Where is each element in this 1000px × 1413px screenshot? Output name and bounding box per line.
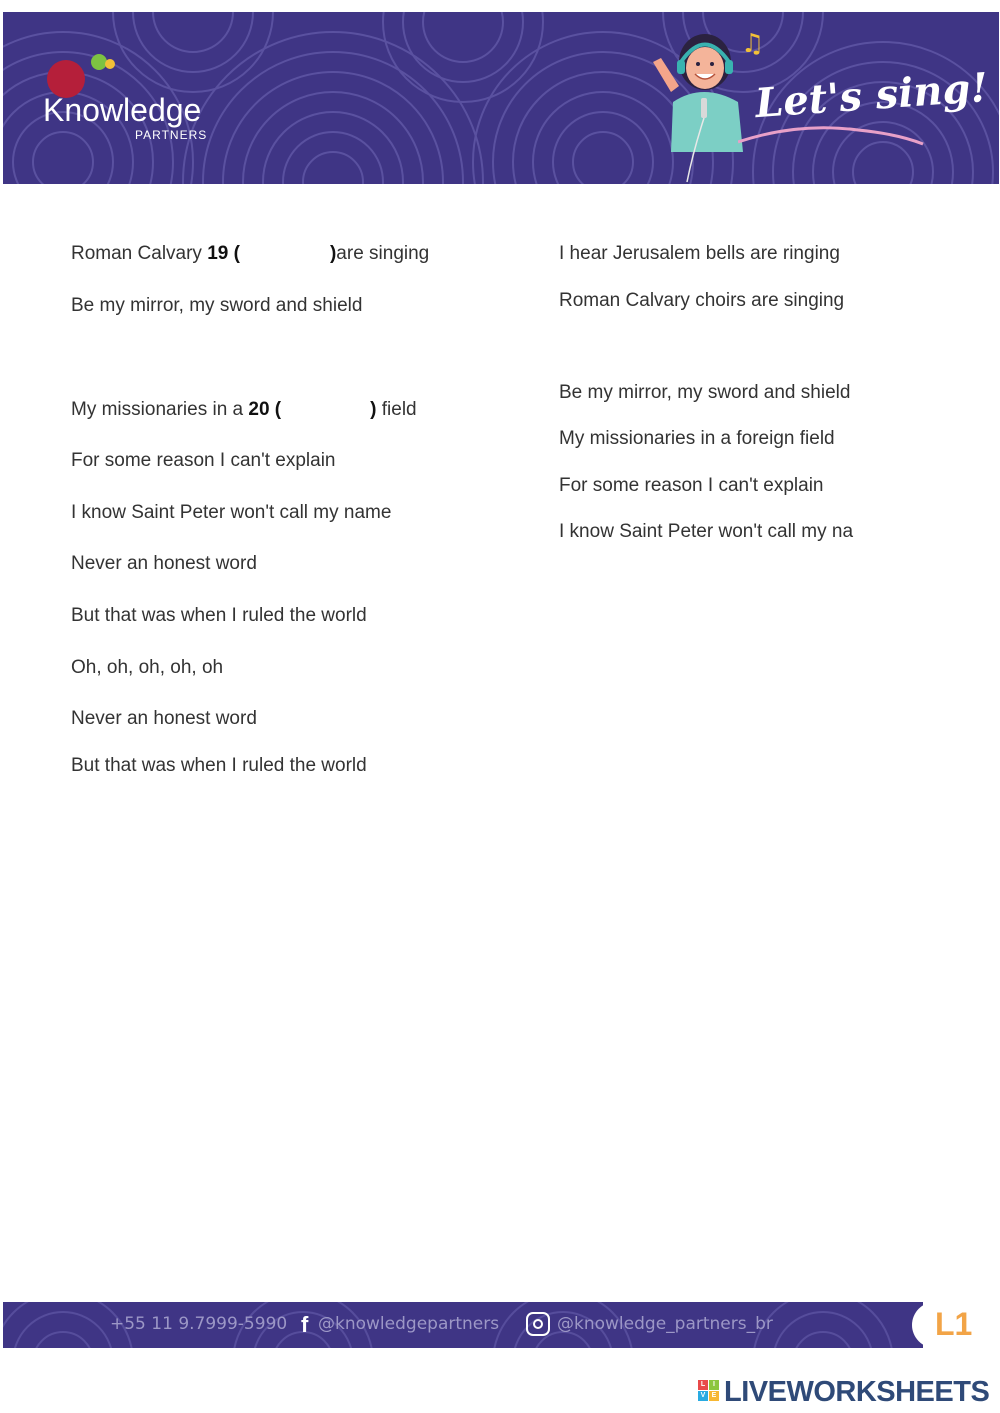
lets-sing-title: Let's sing! — [753, 63, 990, 128]
lyric-line-2: Be my mirror, my sword and shield — [71, 295, 363, 316]
lyric-line-5: I know Saint Peter won't call my name — [71, 502, 392, 523]
lyric-line-8: Oh, oh, oh, oh, oh — [71, 657, 224, 678]
facebook-icon: f — [301, 1312, 309, 1337]
svg-text:♫: ♫ — [741, 29, 765, 59]
logo-name: Knowledge — [43, 92, 202, 128]
logo-subtitle: PARTNERS — [135, 128, 208, 142]
lyric-line-6: Never an honest word — [71, 553, 257, 574]
header-banner — [3, 12, 999, 184]
liveworksheets-logo-icon: L I V E — [698, 1380, 720, 1402]
lyric-right-line-2: Roman Calvary choirs are singing — [559, 290, 845, 311]
lyric-line-9: Never an honest word — [71, 708, 257, 729]
lyric-right-line-4: My missionaries in a foreign field — [559, 428, 835, 449]
level-badge: L1 — [935, 1306, 973, 1342]
lyric-right-line-1: I hear Jerusalem bells are ringing — [559, 243, 840, 264]
singer-illustration — [643, 22, 773, 184]
lyric-right-line-5: For some reason I can't explain — [559, 475, 824, 496]
lyric-line-10: But that was when I ruled the world — [71, 755, 367, 776]
lyric-line-1: Roman Calvary 19 ( )are singing — [71, 243, 430, 264]
footer-instagram: @knowledge_partners_br — [557, 1314, 773, 1334]
logo-dot-yellow — [105, 59, 115, 69]
knowledge-partners-logo — [43, 60, 243, 160]
lyric-line-3: My missionaries in a 20 ( ) field — [71, 399, 417, 420]
footer-phone: +55 11 9.7999-5990 — [110, 1314, 288, 1334]
title-swoosh — [738, 112, 928, 152]
lyric-line-7: But that was when I ruled the world — [71, 605, 367, 626]
liveworksheets-name: LIVEWORKSHEETS — [724, 1376, 990, 1408]
lyric-right-line-6: I know Saint Peter won't call my na — [559, 521, 854, 542]
lyric-right-line-3: Be my mirror, my sword and shield — [559, 382, 851, 403]
footer-bar — [3, 1302, 923, 1348]
instagram-icon — [526, 1312, 550, 1336]
lyric-line-4: For some reason I can't explain — [71, 450, 336, 471]
footer-facebook: @knowledgepartners — [318, 1314, 500, 1334]
